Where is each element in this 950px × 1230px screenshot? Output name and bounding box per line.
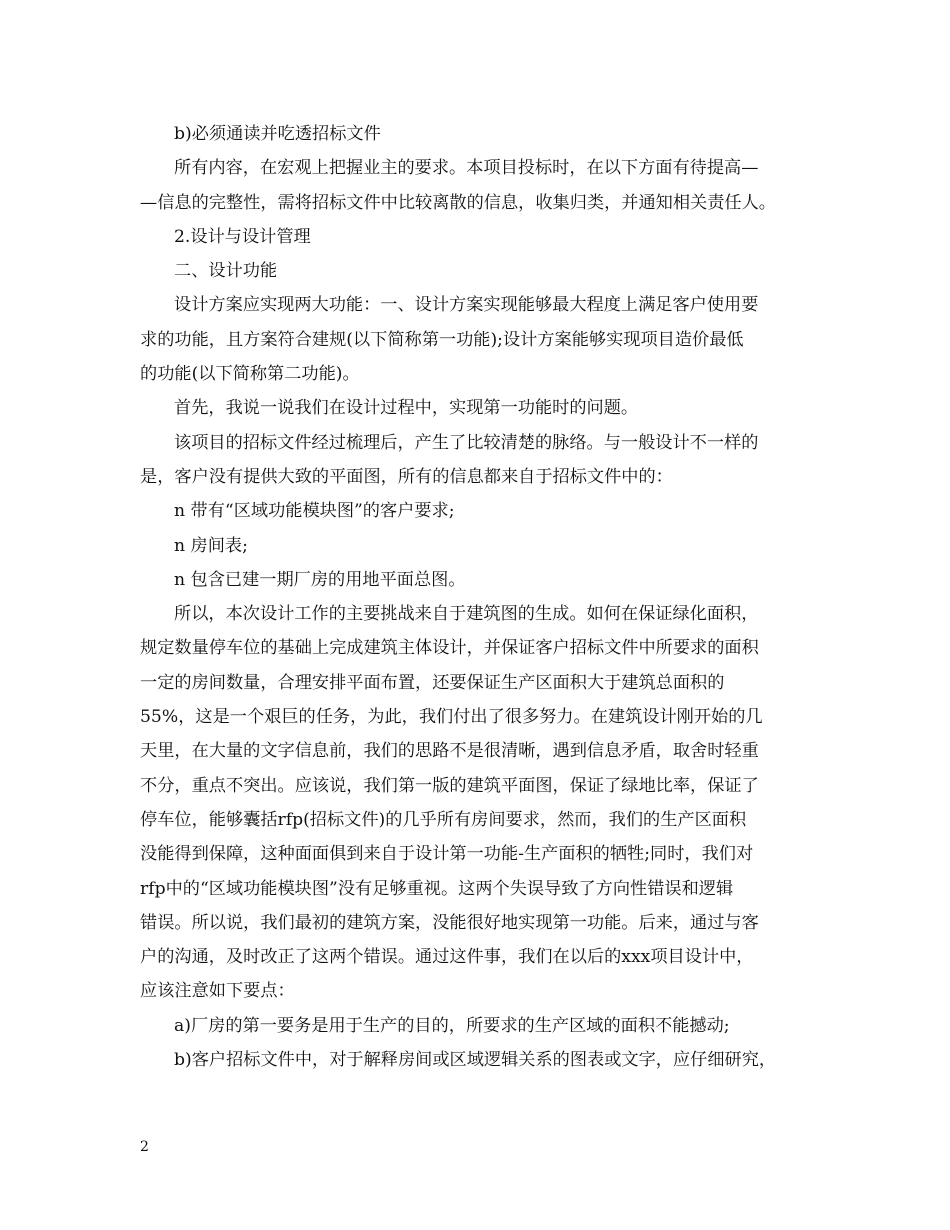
text-line: 不分，重点不突出。应该说，我们第一版的建筑平面图，保证了绿地比率，保证了 xyxy=(140,775,759,796)
text-line: 错误。所以说，我们最初的建筑方案，没能很好地实现第一功能。后来，通过与客 xyxy=(140,912,759,933)
text-line: 所以，本次设计工作的主要挑战来自于建筑图的生成。如何在保证绿化面积， xyxy=(174,604,759,625)
text-line: 首先，我说一说我们在设计过程中，实现第一功能时的问题。 xyxy=(174,398,639,419)
text-line: 该项目的招标文件经过梳理后，产生了比较清楚的脉络。与一般设计不一样的 xyxy=(174,432,759,453)
list-item: n 带有“区域功能模块图”的客户要求; xyxy=(174,501,455,522)
text-line: 设计方案应实现两大功能：一、设计方案实现能够最大程度上满足客户使用要 xyxy=(174,295,759,316)
text-line: 所有内容，在宏观上把握业主的要求。本项目投标时，在以下方面有待提高— xyxy=(174,158,759,179)
text-line: 户的沟通，及时改正了这两个错误。通过这件事，我们在以后的xxx项目设计中， xyxy=(140,947,754,968)
list-item: n 房间表; xyxy=(174,535,248,556)
text-line: —信息的完整性，需将招标文件中比较离散的信息，收集归类，并通知相关责任人。 xyxy=(140,192,776,213)
list-item: n 包含已建一期厂房的用地平面总图。 xyxy=(174,569,466,590)
list-item: a)厂房的第一要务是用于生产的目的，所要求的生产区域的面积不能撼动; xyxy=(174,1015,730,1036)
page-number: 2 xyxy=(140,1139,149,1155)
text-line: 天里，在大量的文字信息前，我们的思路不是很清晰，遇到信息矛盾，取舍时轻重 xyxy=(140,741,759,762)
body-text xyxy=(140,117,822,1077)
text-line: b)必须通读并吃透招标文件 xyxy=(174,124,381,144)
section-heading: 2.设计与设计管理 xyxy=(174,226,311,247)
text-line: 规定数量停车位的基础上完成建筑主体设计，并保证客户招标文件中所要求的面积 xyxy=(140,638,759,659)
text-line: 的功能(以下简称第二功能)。 xyxy=(140,364,360,385)
text-line: rfp中的“区域功能模块图”没有足够重视。这两个失误导致了方向性错误和逻辑 xyxy=(140,878,734,899)
text-line: 停车位，能够囊括rfp(招标文件)的几乎所有房间要求，然而，我们的生产区面积 xyxy=(140,809,747,830)
text-line: 没能得到保障，这种面面俱到来自于设计第一功能-生产面积的牺牲;同时，我们对 xyxy=(140,844,754,865)
list-item: b)客户招标文件中，对于解释房间或区域逻辑关系的图表或文字，应仔细研究， xyxy=(174,1050,777,1071)
text-line: 一定的房间数量，合理安排平面布置，还要保证生产区面积大于建筑总面积的 xyxy=(140,672,725,693)
text-line: 是，客户没有提供大致的平面图，所有的信息都来自于招标文件中的： xyxy=(140,466,673,487)
text-line: 求的功能，且方案符合建规(以下简称第一功能);设计方案能够实现项目造价最低 xyxy=(140,329,744,350)
text-line: 应该注意如下要点： xyxy=(140,981,295,1002)
section-heading: 二、设计功能 xyxy=(174,261,278,282)
text-line: 55%，这是一个艰巨的任务，为此，我们付出了很多努力。在建筑设计刚开始的几 xyxy=(140,707,763,728)
